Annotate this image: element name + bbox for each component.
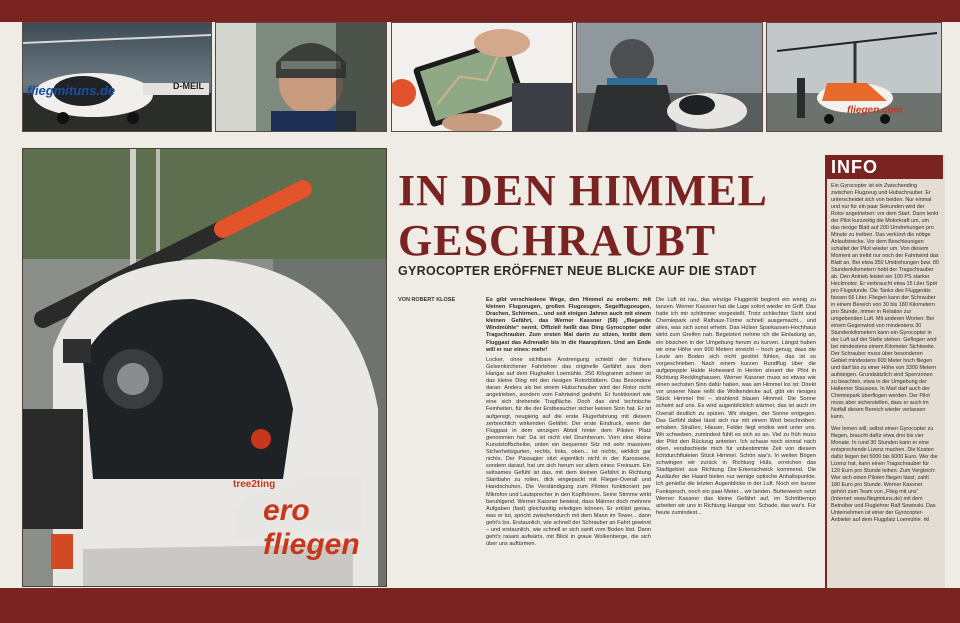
photo-brand-text: fliegmituns.de — [27, 83, 116, 98]
photo-brand-text-2: fliegen.com — [847, 105, 903, 116]
photo-tablet-art — [392, 23, 572, 131]
article-byline: VON ROBERT KLOSE — [398, 297, 456, 303]
article-subtitle: GYROCOPTER ERÖFFNET NEUE BLICKE AUF DIE STADT — [398, 264, 757, 278]
photo-gyrocopter-runway — [766, 22, 942, 132]
photo-passenger-art — [577, 23, 762, 131]
info-text — [831, 183, 939, 608]
bottom-band — [0, 588, 960, 623]
article-column-2 — [656, 297, 816, 587]
article-column-2-body: Die Luft ist rau, das winzige Fluggerät beginnt ein wenig zu tanzen. Werner Kassner hat die Lage sofort wieder im Griff. Das hatte ich mir schlimmer vorgestellt. Trotz schlechter Sicht sind Chemiepark und Rathaus-Türme schnell ausgemacht... und alles, was sich sonst erhebt. Das Hülser Sparkassen-Hochhaus wirkt zum Greifen nah. Begeistert nehme ich die Einladung an, ein bisschen in der Umgebung herum zu kurven. Längst haben wir eine Höhe von 600 Metern erreicht – hoch genug, dass die Leute am Boden sich nicht gestört fühlen, das ist so vorgeschrieben. Nach einem kurzen Rundflug über die aufgepeppte Halde Hoheward in Herten steuert der Pilot in Richtung Recklinghausen. Werner Kassner muss so etwas wie einen sechsten Sinn dafür haben, was am Himmel los ist: Direkt vor unserer Nase reißt die Wolkendecke auf, gibt ein riesiges Stück Himmel frei – strahlend blauen Himmel. Die Sonne scheint auf uns. Es wird augenblicklich wärmer, das ist auch im Overall deutlich zu spüren. Wir steigen, der Sonne entgegen. Das Gefühl dabei lässt sich nur mit einem Wort beschreiben: erhaben. Straßen, Häuser, Felder liegt endlos weit unter uns. Wir schweben, zumindest fühlt es sich so an. Viel zu früh muss der Pilot den Rückzug antreten. Ich schaue noch einmal nach oben, verabschiede mich für unbestimmte Zeit von diesem lichtdurchfluteten Stück Himmel. Schön war's. In weiten Bögen schwingen wir zurück in Richtung Hüls, erreichen das Stadtgebiet aus Richtung Dor-Erkenschwick kommend. Die Ausläufer der Haard bieten nur wenige optische Anhaltspunkte. Ich genieße die letzten Augenblicke in der Luft. Noch ein kurzer Funkspruch, noch ein paar Meter... wir landen. Butterweich setzt Werner Kassner das kleine Gefährt auf, im Schritttempo arbeiten wir uns in Richtung Hangar vor. Schade, das war's. Für heute zumindest... — [656, 297, 816, 516]
info-paragraph-2: Wer lernen will, selbst einen Gyrocopter zu fliegen, braucht dafür etwa drei bis vier Monate. In rund 30 Stunden kann er eine entsprechende Lizenz machen. Die Kosten dafür liegen bei 5000 bis 6000 Euro. Wer die Lizenz hat, kann einen Tragschrauber für 120 Euro pro Stunde leihen. Zum Vergleich: Wer sich einen Piloten fliegen lässt, zahlt 180 Euro pro Stunde. Werner Kassner gehört zum Team von „Flieg mit uns“ (Internet: www.fliegmituns.de) mit dem Betreiber und Fluglehrer Ralf Sowinski. Das Unternehmen ist einer der Gyrocopter-Anbieter auf dem Flugplatz Loemühle. rkl — [831, 426, 938, 523]
article-column-1 — [486, 297, 651, 587]
photo-passenger-cockpit — [576, 22, 763, 132]
info-paragraph-1: Ein Gyrocopter ist ein Zwischending zwischen Flugzeug und Hubschrauber. Er unterscheidet sich von beiden. Nur einmal und nur für ein paar Sekunden wird der Rotor angetrieben: vor dem Start. Dann lenkt der Pilot kurzzeitig die Motorkraft um, um das riesige Blatt auf 200 Umdrehungen pro Minute zu treiben. Das verkürzt die nötige Anlaufstrecke. Vor dem Beschleunigen schaltet der Pilot wieder um. Von diesem Moment an treibt nur noch der Fahrtwind das Blatt an. Bei etwa 350 Umdrehungen bzw. 80 Stundenkilometern hebt der Tragschrauber ab. Den Antrieb leistet ein 100 PS starker Heckmotor. Er verbraucht etwa 15 Liter Sprit pro Flugstunde. Die Tanks des Fluggeräts fassen 66 Liter. Fliegen kann der Schrauber in einem Bereich von 30 bis 180 Kilometern pro Stunde, immer in Relation zur umgebenden Luft. Mit anderen Worten: Bei einem Gegenwind von mindestens 30 Stundenkilometern kann ein Gyrocopter in der Luft auf der Stelle stehen. Geflogen wird bei mindestens einem Kilometer Sichtweite. Der Schrauber muss über besonderen Gebiet mindestens 600 Meter hoch fliegen und darf bis zu einer Höhe von 3300 Metern aufsteigen. Grundsätzlich sind Sperrzonen zu beachten, etwa in der Umgebung der Halterner Stausees. In Marl darf auch der Chemiepark überflogen werden. Der Pilot muss aber sicherstellen, dass er auch im Notfall diesen Bereich wieder verlassen kann. — [831, 183, 939, 420]
photo-gyrocopter-hangar — [22, 22, 212, 132]
info-heading: INFO — [825, 155, 943, 179]
article-title-line-2: GESCHRAUBT — [398, 216, 717, 265]
photo-pilot-helmet — [215, 22, 387, 132]
main-photo-brand-text: tree2ting — [233, 479, 276, 490]
photo-tablet-navigation — [391, 22, 573, 132]
article-title-line-1: IN DEN HIMMEL — [398, 166, 768, 215]
main-photo-brand-text-2: ero fliegen — [263, 494, 360, 561]
article-title — [398, 166, 808, 266]
article-column-1-body: Locker, ohne sichtbare Anstrengung schiebt der frühere Gelsenkirchener Fahrlehrer das originelle Gefährt aus dem Hangar auf dem Flughafen Loemühle. 250 Kilogramm schwer ist das kleine Ding mit den riesigen Rotorblättern. Das Besondere daran: Anders als bei einem Hubschrauber wird der Rotor nicht angetrieben, sondern vom Fahrtwind gedreht. Er funktioniert wie eine sich drehende Tragfläche. Doch das sind technische Feinheiten, für die der Erstbesucher sicher keinen Sinn hat. Er ist aufgeregt, neugierig auf die erste Flugerfahrung mit diesem zerbrechlich wirkenden Gefährt. Der erste Eindruck, wenn der Fluggast in dem winzigen Abteil hinter dem Piloten Platz genommen hat: Da ist nicht viel Drumherum. Vorn eine kleine Kunststoffscheibe, unten ein bequemer Sitz mit sehr massiven Sicherheitsgurten, rechts, links, oben... ist nichts, wirklich gar nichts. Der Passagier sitzt eigentlich nicht in der Karosserie, sondern darauf, hat um sich herum vor allem eines: Freiraum. Ein seltsames Gefühl ist das, mit dem kleinen Gefährt in Richtung Startbahn zu rollen, dick eingepackt mit Flieger-Overall und Handschuhen. Die Verständigung zum Piloten funktioniert per Mikrofon und Lautsprecher in den Kopfhörern. Seine Stimme wirkt beruhigend. Werner Kassner bewiest, dass Männer doch mehrere Aufgaben (fast) gleichzeitig erledigen können. Er erklärt genau, was er tut, spricht zwischendurch mit dem Mann im Tower... dann geht's los. Erstaunlich, wie schnell der Schrauber an Fahrt gewinnt – und erstaunlich, wie schnell er sich sanft vom Boden löst. Dann geht's rasant aufwärts, mit Blick in graue Wolkenberge, die sich über uns auftürmen. — [486, 356, 651, 548]
photo-gyrocopter-hangar-art — [23, 23, 211, 131]
main-photo-gyrocopter — [22, 148, 387, 587]
article-lead: Es gibt verschiedene Wege, den Himmel zu erobern: mit kleinen Flugzeugen, großen Flugzeugen, Segelflugzeugen, Drachen, Schirmen... und seit einigen Jahren auch mit einem kleinen Gefährt, das Werner Kassner (58) „fliegende Windmühle“ nennt. Offiziell heißt das Ding Gyrocopter oder Tragschrauber. Zum ersten Mal darin zu sitzen, treibt dem Fluggast das Adrenalin bis in die Haarspitzen. Und am Ende will er nur eines: mehr! — [486, 297, 651, 353]
top-band — [0, 0, 960, 22]
photo-pilot-helmet-art — [216, 23, 386, 131]
photo-registration-text: D-MEIL — [173, 81, 204, 91]
